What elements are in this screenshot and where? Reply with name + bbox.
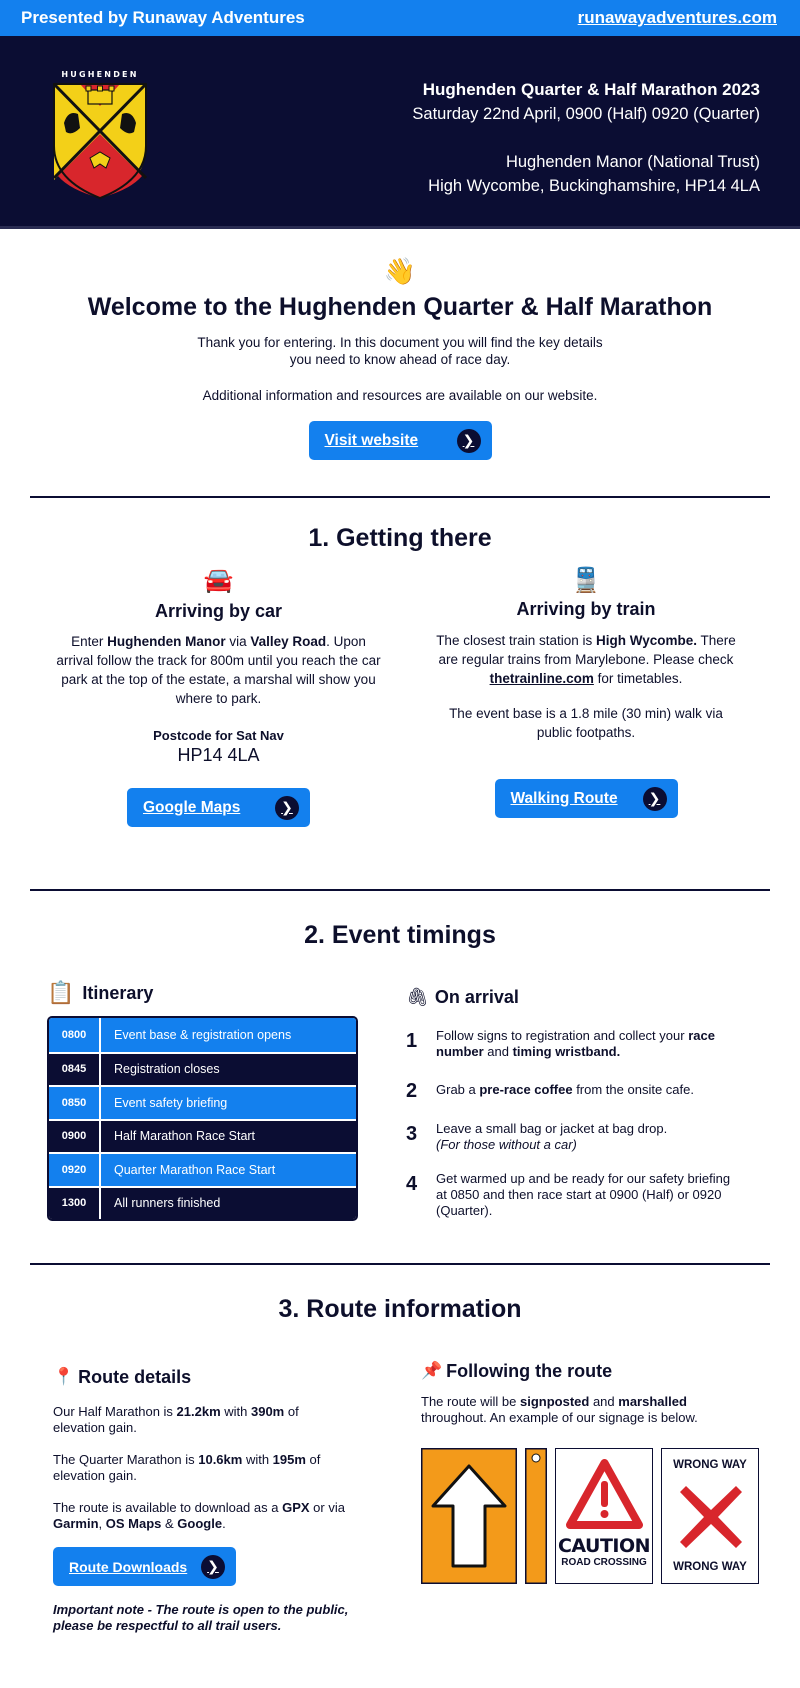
itinerary-row: [49, 1052, 356, 1086]
marker-post-icon: [525, 1448, 547, 1584]
thetrainline-link[interactable]: thetrainline.com: [489, 671, 594, 686]
pin-icon: 📍: [53, 1367, 75, 1386]
itinerary-event: Event base & registration opens: [114, 1027, 292, 1042]
itinerary-event: All runners finished: [114, 1196, 221, 1211]
itinerary-time: 0850: [49, 1087, 101, 1119]
event-timings-title: 2. Event timings: [304, 921, 496, 949]
welcome-section: [0, 229, 800, 460]
train-directions: The closest train station is High Wycombe. There are regular trains from Marylebone. Please check thetrainline.com for timetables.: [436, 633, 736, 686]
event-title: Hughenden Quarter & Half Marathon 2023: [422, 80, 760, 99]
car-directions: Enter Hughenden Manor via Valley Road. Upon arrival follow the track for 800m until you reach the car park at the top of the estate, a marshal will show you where to park.: [56, 634, 381, 706]
waving-hand-icon: 👋: [383, 256, 417, 286]
wrong-way-bottom: WRONG WAY: [673, 1561, 747, 1573]
itinerary-row: [49, 1018, 356, 1052]
itinerary-event: Half Marathon Race Start: [114, 1129, 256, 1144]
direction-arrow-sign-icon: [421, 1448, 517, 1584]
arrival-step: 1 Follow signs to registration and collect your race number and timing wristband.: [406, 1028, 715, 1059]
red-cross-icon: [676, 1482, 746, 1552]
on-arrival: [400, 978, 800, 1221]
itinerary-event: Registration closes: [114, 1062, 220, 1077]
itinerary-row: [49, 1186, 356, 1220]
hughenden-crest-logo: [50, 68, 150, 200]
clipboard-icon: 📋: [47, 980, 75, 1005]
arrival-step: 2 Grab a pre-race coffee from the onsite cafe.: [406, 1080, 694, 1102]
arrival-step: 3 Leave a small bag or jacket at bag drop. (For those without a car): [406, 1121, 668, 1152]
signage-info: The route will be signposted and marshalled throughout. An example of our signage is below.: [421, 1394, 698, 1425]
itinerary: [0, 978, 400, 1221]
quarter-marathon-stats: The Quarter Marathon is 10.6km with 195m of elevation gain.: [53, 1452, 321, 1483]
route-information-title: 3. Route information: [278, 1295, 522, 1323]
arriving-by-car: [0, 567, 400, 827]
arrival-step: 4 Get warmed up and be ready for our safety briefing at 0850 and then race start at 0900 (Half) or 0920 (Quarter).: [406, 1171, 731, 1218]
itinerary-row: [49, 1085, 356, 1119]
caution-subtitle: ROAD CROSSING: [561, 1557, 647, 1568]
getting-there-section: [0, 498, 800, 827]
postcode-label: Postcode for Sat Nav: [153, 728, 284, 743]
google-maps-label: Google Maps: [143, 798, 241, 816]
itinerary-time: 0900: [49, 1121, 101, 1153]
crest-label: HUGHENDEN: [61, 70, 139, 79]
website-link[interactable]: runawayadventures.com: [577, 8, 777, 27]
itinerary-event: Quarter Marathon Race Start: [114, 1162, 276, 1177]
chevron-right-icon: ❯: [275, 796, 299, 820]
route-information-section: [0, 1265, 800, 1634]
google-maps-button[interactable]: [127, 788, 310, 827]
itinerary-row: [49, 1152, 356, 1186]
event-venue: Hughenden Manor (National Trust): [505, 153, 760, 171]
itinerary-time: 0920: [49, 1154, 101, 1186]
chevron-right-icon: ❯: [201, 1555, 225, 1579]
itinerary-row: [49, 1119, 356, 1153]
car-heading: Arriving by car: [154, 601, 283, 621]
event-date: Saturday 22nd April, 0900 (Half) 0920 (Quarter): [412, 105, 760, 123]
event-header-details: [412, 78, 760, 198]
following-route-heading: Following the route: [446, 1360, 613, 1381]
welcome-title: Welcome to the Hughenden Quarter & Half Marathon: [87, 293, 713, 321]
route-details: [0, 1364, 400, 1634]
visit-website-label: Visit website: [324, 431, 419, 449]
top-bar: [0, 0, 800, 36]
getting-there-title: 1. Getting there: [308, 524, 492, 552]
wrong-way-top: WRONG WAY: [673, 1459, 747, 1471]
event-address: High Wycombe, Buckinghamshire, HP14 4LA: [428, 177, 760, 195]
itinerary-time: 1300: [49, 1188, 101, 1220]
paperclip-icon: 🖇: [406, 986, 429, 1007]
train-heading: Arriving by train: [516, 599, 656, 619]
chevron-right-icon: ❯: [457, 429, 481, 453]
itinerary-table: [47, 1016, 358, 1221]
presented-by-text: Presented by Runaway Adventures: [21, 8, 305, 27]
chevron-right-icon: ❯: [643, 787, 667, 811]
walking-route-label: Walking Route: [510, 789, 618, 807]
walking-route-button[interactable]: [495, 779, 678, 818]
wrong-way-sign: [661, 1448, 759, 1584]
arrival-steps: [406, 1028, 800, 1219]
itinerary-time: 0845: [49, 1054, 101, 1086]
train-icon: 🚆: [571, 567, 601, 594]
event-timings-section: [0, 891, 800, 1221]
visit-website-button[interactable]: [309, 421, 492, 460]
caution-title: CAUTION: [557, 1535, 651, 1557]
route-downloads-label: Route Downloads: [69, 1558, 188, 1575]
itinerary-heading: Itinerary: [82, 982, 154, 1003]
half-marathon-stats: Our Half Marathon is 21.2km with 390m of elevation gain.: [53, 1404, 299, 1435]
itinerary-time: 0800: [49, 1018, 101, 1052]
welcome-intro: Thank you for entering. In this document you will find the key details you need to know ahead of race day.: [197, 335, 603, 367]
important-note: Important note - The route is open to the public, please be respectful to all trail users.: [53, 1602, 349, 1633]
signage-examples: [421, 1448, 800, 1584]
caution-sign: [555, 1448, 653, 1584]
route-details-heading: Route details: [78, 1366, 192, 1387]
arriving-by-train: [400, 567, 800, 827]
walk-info: The event base is a 1.8 mile (30 min) walk via public footpaths.: [449, 706, 723, 740]
on-arrival-heading: On arrival: [434, 986, 519, 1007]
itinerary-event: Event safety briefing: [114, 1095, 228, 1110]
welcome-additional: Additional information and resources are available on our website.: [202, 388, 598, 403]
following-the-route: [400, 1360, 800, 1634]
route-download-info: The route is available to download as a GPX or via Garmin, OS Maps & Google.: [53, 1500, 345, 1531]
postcode-value: HP14 4LA: [177, 745, 260, 765]
route-downloads-button[interactable]: [53, 1547, 236, 1586]
warning-triangle-icon: [557, 1457, 652, 1537]
pushpin-icon: 📌: [421, 1361, 443, 1380]
hero-banner: [0, 36, 800, 229]
car-icon: 🚘: [203, 567, 234, 594]
